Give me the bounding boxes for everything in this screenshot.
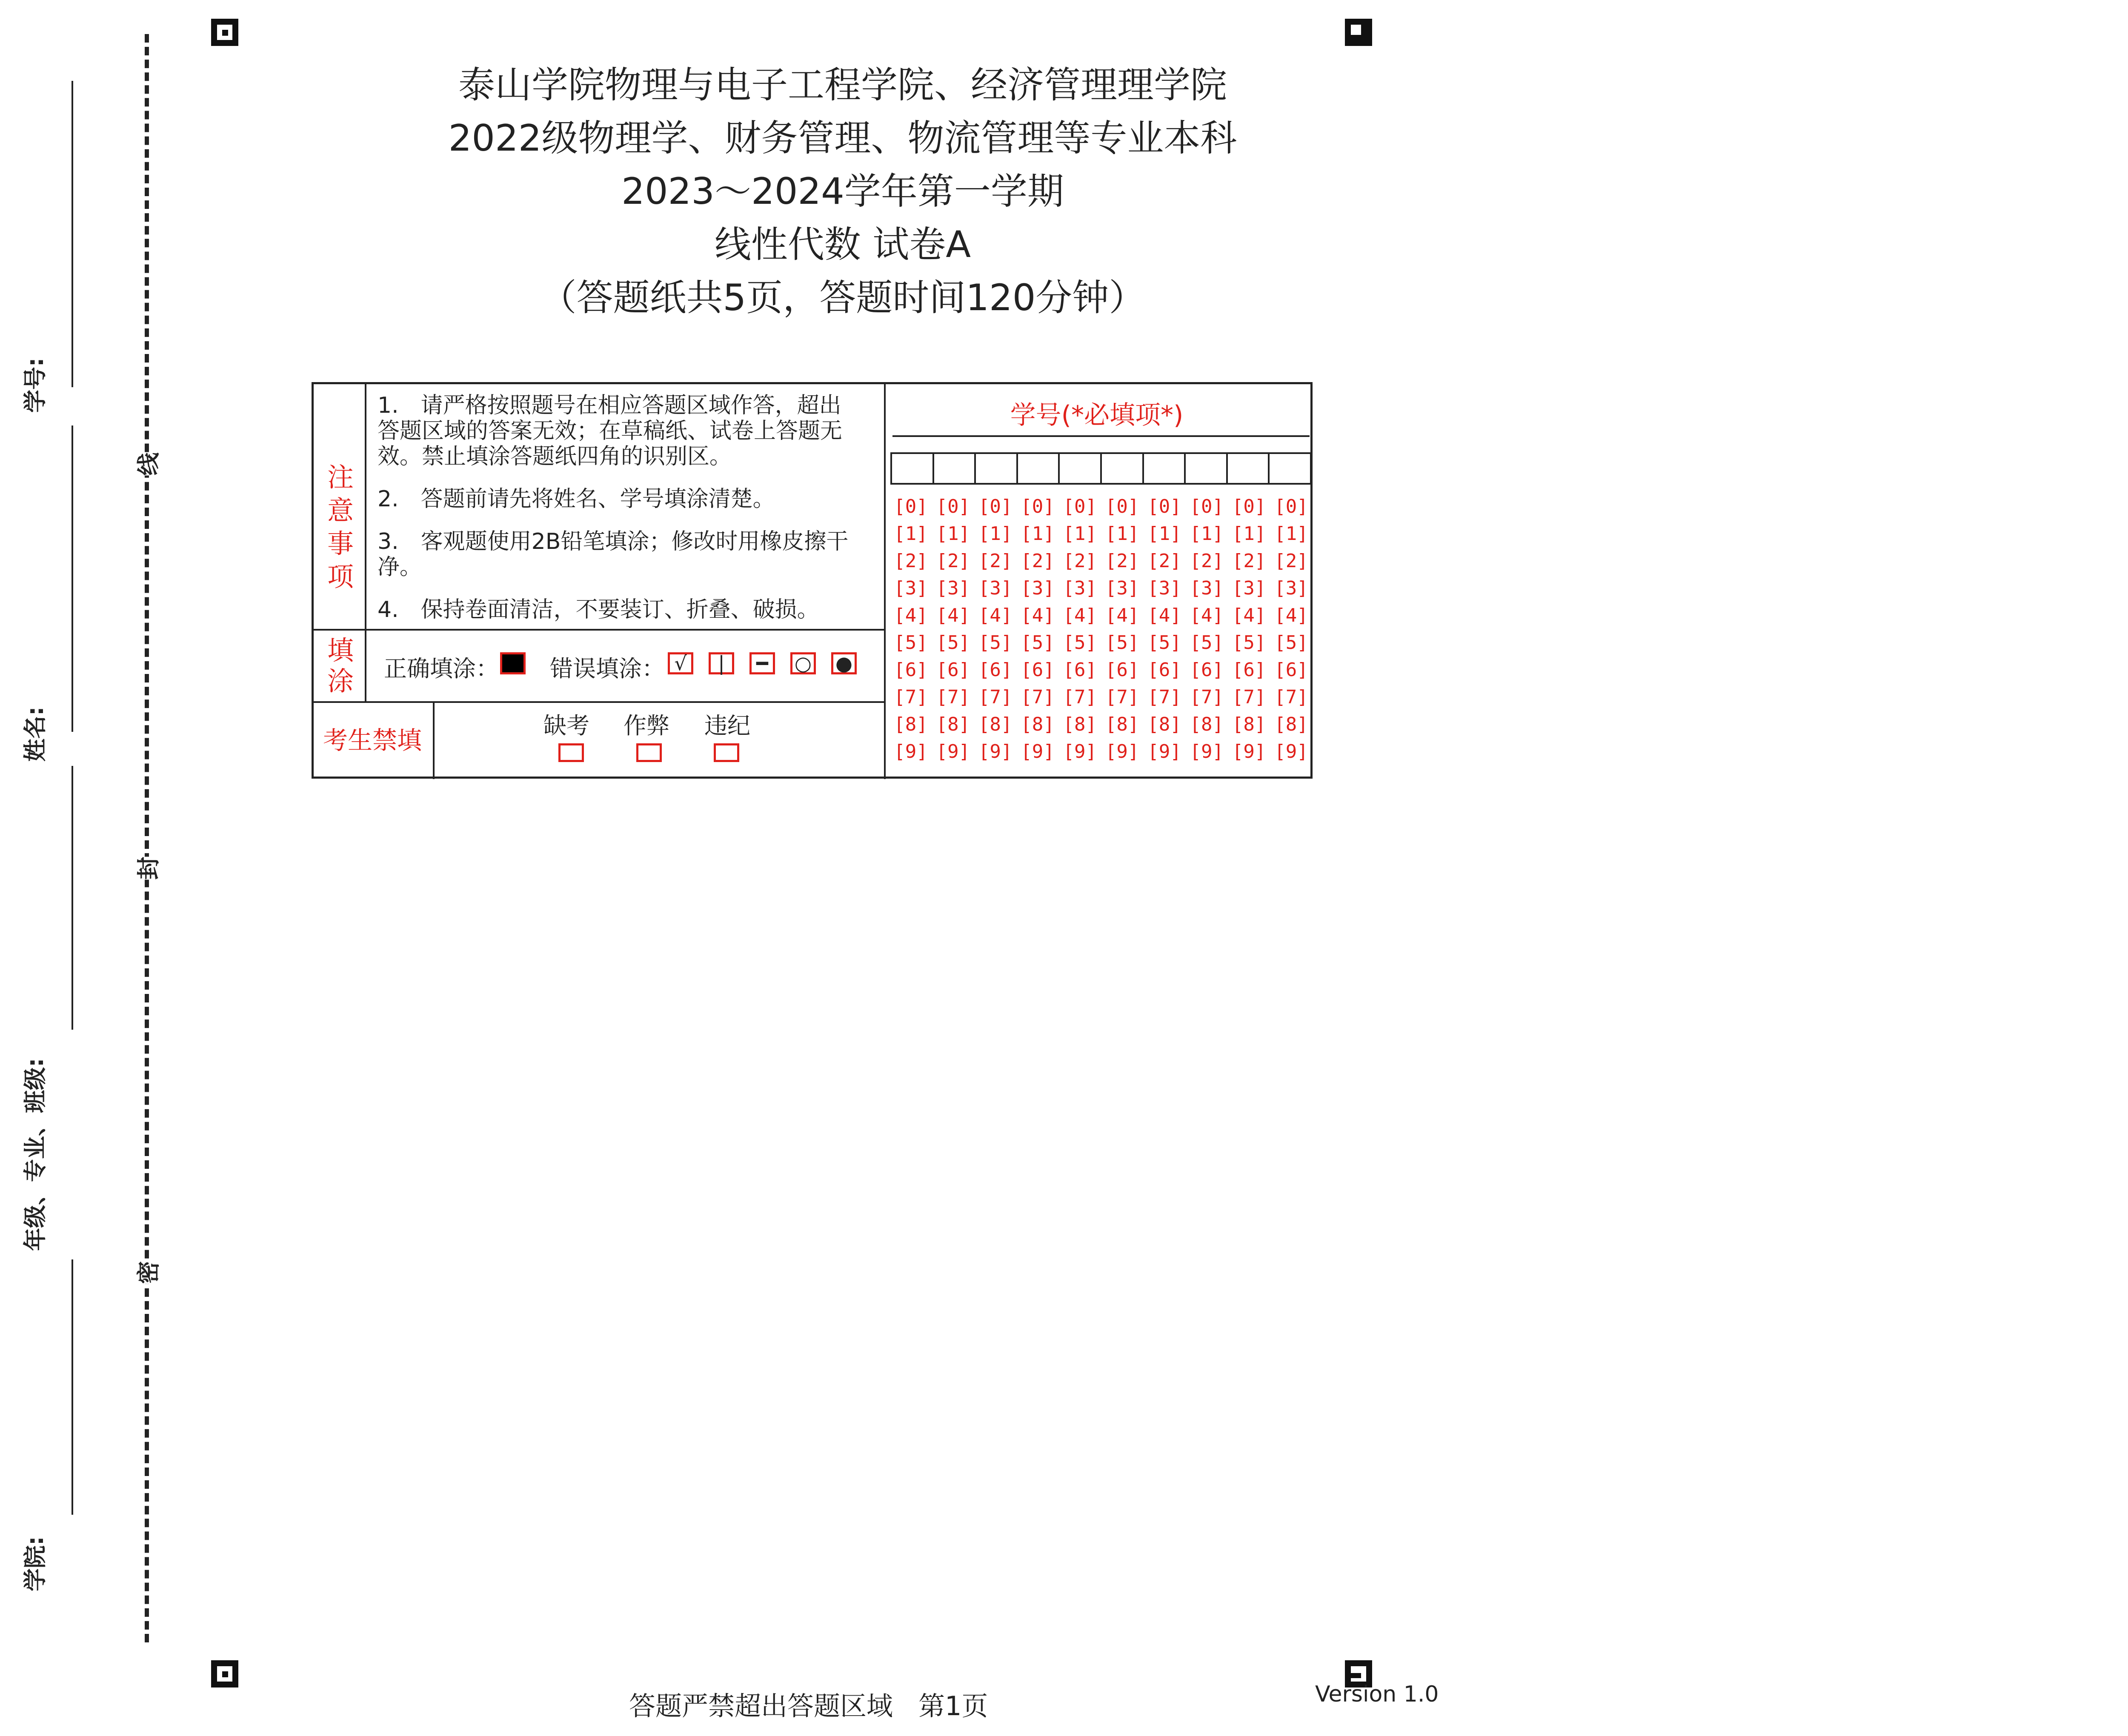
digit-bubble[interactable]: [7] — [1105, 686, 1139, 708]
student-id-cell[interactable] — [1058, 452, 1102, 485]
digit-bubble[interactable]: [8] — [1274, 714, 1308, 735]
digit-bubble[interactable]: [5] — [1274, 632, 1308, 654]
digit-bubble[interactable]: [0] — [1063, 496, 1097, 517]
digit-bubble[interactable]: [8] — [1190, 714, 1224, 735]
header-line-4: 线性代数 试卷A — [714, 223, 971, 266]
student-id-line[interactable] — [72, 81, 73, 387]
student-id-cell[interactable] — [1100, 452, 1144, 485]
correct-fill-sample — [500, 652, 526, 674]
exam-flags-heading: 考生禁填 — [323, 726, 422, 755]
digit-bubble[interactable]: [5] — [1190, 632, 1224, 654]
digit-bubble[interactable]: [4] — [1190, 605, 1224, 626]
wrong-fill-label: 错误填涂： — [550, 655, 665, 682]
digit-bubble[interactable]: [7] — [1021, 686, 1055, 708]
binding-char-feng: 封 — [126, 857, 169, 880]
digit-bubble[interactable]: [1] — [978, 523, 1013, 545]
correct-fill-label: 正确填涂： — [384, 655, 499, 682]
digit-bubble[interactable]: [9] — [1063, 741, 1097, 762]
college-label: 学院: — [22, 1536, 49, 1591]
digit-bubble[interactable]: [5] — [936, 632, 970, 654]
digit-bubble[interactable]: [7] — [1147, 686, 1181, 708]
digit-bubble[interactable]: [2] — [894, 550, 928, 572]
digit-bubble[interactable]: [9] — [1190, 741, 1224, 762]
header-line-5: （答题纸共5页，答题时间120分钟） — [540, 277, 1146, 319]
digit-bubble[interactable]: [7] — [1274, 686, 1308, 708]
flag-absent-label: 缺考 — [543, 712, 589, 739]
digit-bubble[interactable]: [9] — [978, 741, 1013, 762]
student-id-label: 学号: — [22, 357, 49, 413]
student-id-cell[interactable] — [974, 452, 1018, 485]
wrong-fill-sample-check — [668, 652, 693, 674]
notice-item-1: 1. 请严格按照题号在相应答题区域作答，超出答题区域的答案无效；在草稿纸、试卷上答题无效。禁止填涂答题纸四角的识别区。 — [378, 393, 843, 469]
digit-bubble[interactable]: [4] — [1105, 605, 1139, 626]
digit-bubble[interactable]: [0] — [936, 496, 970, 517]
digit-row — [890, 496, 1312, 523]
digit-bubble[interactable]: [3] — [1147, 577, 1181, 599]
digit-bubble[interactable]: [6] — [1021, 659, 1055, 681]
digit-bubble[interactable]: [1] — [936, 523, 970, 545]
student-id-cell[interactable] — [1184, 452, 1228, 485]
student-id-digit-grid — [890, 496, 1312, 768]
digit-bubble[interactable]: [2] — [1232, 550, 1266, 572]
digit-bubble[interactable]: [2] — [1274, 550, 1308, 572]
digit-bubble[interactable]: [5] — [1021, 632, 1055, 654]
check-glyph: √ — [674, 652, 687, 675]
digit-bubble[interactable]: [9] — [1232, 741, 1266, 762]
digit-bubble[interactable]: [5] — [1232, 632, 1266, 654]
recognition-marker-top-left — [211, 19, 238, 46]
bar-glyph: | — [718, 652, 725, 675]
dash-glyph: ━ — [756, 652, 768, 675]
digit-bubble[interactable]: [6] — [894, 659, 928, 681]
digit-bubble[interactable]: [2] — [1063, 550, 1097, 572]
digit-bubble[interactable]: [8] — [894, 714, 928, 735]
digit-row — [890, 659, 1312, 686]
digit-bubble[interactable]: [6] — [1105, 659, 1139, 681]
digit-bubble[interactable]: [3] — [1063, 577, 1097, 599]
digit-bubble[interactable]: [3] — [1274, 577, 1308, 599]
student-id-cell[interactable] — [1016, 452, 1060, 485]
binding-char-mi: 密 — [126, 1261, 169, 1284]
flag-violation-box[interactable] — [714, 743, 739, 762]
digit-row — [890, 550, 1312, 577]
digit-bubble[interactable]: [1] — [1232, 523, 1266, 545]
digit-bubble[interactable]: [8] — [1105, 714, 1139, 735]
footer-version: Version 1.0 — [1315, 1682, 1439, 1707]
digit-bubble[interactable]: [1] — [1063, 523, 1097, 545]
digit-row — [890, 741, 1312, 768]
digit-bubble[interactable]: [3] — [894, 577, 928, 599]
digit-bubble[interactable]: [6] — [1063, 659, 1097, 681]
notice-item-4: 4. 保持卷面清洁，不要装订、折叠、破损。 — [378, 597, 819, 622]
digit-row — [890, 714, 1312, 741]
digit-bubble[interactable]: [9] — [894, 741, 928, 762]
digit-bubble[interactable]: [3] — [1105, 577, 1139, 599]
digit-bubble[interactable]: [8] — [978, 714, 1013, 735]
name-label: 姓名: — [22, 706, 49, 762]
digit-row — [890, 523, 1312, 550]
digit-bubble[interactable]: [1] — [894, 523, 928, 545]
digit-bubble[interactable]: [0] — [1190, 496, 1224, 517]
fill-heading: 填涂 — [327, 635, 354, 697]
flag-absent-box[interactable] — [558, 743, 584, 762]
binding-dashed-line — [145, 34, 149, 1642]
digit-bubble[interactable]: [2] — [1190, 550, 1224, 572]
answer-sheet-info-box — [312, 382, 1313, 779]
digit-bubble[interactable]: [7] — [1232, 686, 1266, 708]
digit-row — [890, 577, 1312, 605]
digit-bubble[interactable]: [3] — [978, 577, 1013, 599]
digit-bubble[interactable]: [2] — [978, 550, 1013, 572]
class-label: 年级、专业、班级: — [22, 1058, 49, 1251]
digit-bubble[interactable]: [5] — [978, 632, 1013, 654]
digit-bubble[interactable]: [7] — [1190, 686, 1224, 708]
notice-item-2: 2. 答题前请先将姓名、学号填涂清楚。 — [378, 486, 775, 512]
wrong-fill-sample-dot — [831, 652, 857, 674]
digit-bubble[interactable]: [0] — [1021, 496, 1055, 517]
digit-bubble[interactable]: [3] — [1232, 577, 1266, 599]
flag-violation-label: 违纪 — [704, 712, 750, 739]
digit-bubble[interactable]: [8] — [1232, 714, 1266, 735]
digit-bubble[interactable]: [4] — [1147, 605, 1181, 626]
student-id-title: 学号(*必填项*) — [1010, 400, 1184, 430]
header-line-2: 2022级物理学、财务管理、物流管理等专业本科 — [448, 117, 1237, 160]
digit-bubble[interactable]: [1] — [1190, 523, 1224, 545]
notice-heading: 注意事项 — [327, 462, 354, 592]
digit-bubble[interactable]: [0] — [1274, 496, 1308, 517]
student-id-cell[interactable] — [932, 452, 976, 485]
digit-bubble[interactable]: [9] — [1147, 741, 1181, 762]
wrong-fill-sample-circle — [790, 652, 816, 674]
digit-bubble[interactable]: [9] — [1021, 741, 1055, 762]
digit-bubble[interactable]: [9] — [1274, 741, 1308, 762]
notice-item-3: 3. 客观题使用2B铅笔填涂；修改时用橡皮擦干净。 — [378, 529, 849, 580]
student-id-cell[interactable] — [890, 452, 934, 485]
digit-bubble[interactable]: [8] — [1063, 714, 1097, 735]
digit-bubble[interactable]: [0] — [1147, 496, 1181, 517]
student-id-cell[interactable] — [1268, 452, 1312, 485]
digit-bubble[interactable]: [1] — [1105, 523, 1139, 545]
student-id-cell[interactable] — [1142, 452, 1186, 485]
digit-bubble[interactable]: [9] — [936, 741, 970, 762]
binding-char-xian: 线 — [126, 453, 169, 476]
digit-bubble[interactable]: [8] — [1147, 714, 1181, 735]
digit-bubble[interactable]: [1] — [1147, 523, 1181, 545]
class-line[interactable] — [72, 766, 73, 1030]
digit-bubble[interactable]: [5] — [1063, 632, 1097, 654]
digit-bubble[interactable]: [8] — [1021, 714, 1055, 735]
digit-bubble[interactable]: [4] — [1232, 605, 1266, 626]
digit-row — [890, 686, 1312, 714]
digit-bubble[interactable]: [6] — [936, 659, 970, 681]
circle-glyph: ○ — [794, 652, 812, 675]
flag-cheat-label: 作弊 — [624, 712, 669, 739]
college-line[interactable] — [72, 1259, 73, 1515]
digit-bubble[interactable]: [3] — [1190, 577, 1224, 599]
student-id-cell[interactable] — [1226, 452, 1270, 485]
digit-bubble[interactable]: [6] — [1274, 659, 1308, 681]
digit-bubble[interactable]: [6] — [978, 659, 1013, 681]
digit-bubble[interactable]: [1] — [1021, 523, 1055, 545]
digit-bubble[interactable]: [5] — [1105, 632, 1139, 654]
digit-bubble[interactable]: [9] — [1105, 741, 1139, 762]
digit-bubble[interactable]: [3] — [1021, 577, 1055, 599]
dot-glyph: ● — [835, 652, 853, 675]
digit-bubble[interactable]: [5] — [1147, 632, 1181, 654]
digit-bubble[interactable]: [7] — [978, 686, 1013, 708]
wrong-fill-sample-bar — [709, 652, 734, 674]
digit-bubble[interactable]: [4] — [936, 605, 970, 626]
digit-row — [890, 632, 1312, 659]
digit-row — [890, 605, 1312, 632]
digit-bubble[interactable]: [7] — [936, 686, 970, 708]
digit-bubble[interactable]: [7] — [1063, 686, 1097, 708]
digit-bubble[interactable]: [0] — [894, 496, 928, 517]
digit-bubble[interactable]: [0] — [1232, 496, 1266, 517]
digit-bubble[interactable]: [4] — [978, 605, 1013, 626]
footer-note: 答题严禁超出答题区域 — [629, 1690, 893, 1722]
digit-bubble[interactable]: [5] — [894, 632, 928, 654]
digit-bubble[interactable]: [0] — [978, 496, 1013, 517]
digit-bubble[interactable]: [2] — [1021, 550, 1055, 572]
flag-cheat-box[interactable] — [636, 743, 662, 762]
header-line-3: 2023～2024学年第一学期 — [621, 170, 1064, 213]
digit-bubble[interactable]: [4] — [1021, 605, 1055, 626]
wrong-fill-sample-dash — [749, 652, 775, 674]
recognition-marker-top-center — [1345, 19, 1372, 46]
digit-bubble[interactable]: [1] — [1274, 523, 1308, 545]
digit-bubble[interactable]: [2] — [1147, 550, 1181, 572]
digit-bubble[interactable]: [4] — [894, 605, 928, 626]
digit-bubble[interactable]: [7] — [894, 686, 928, 708]
digit-bubble[interactable]: [6] — [1232, 659, 1266, 681]
digit-bubble[interactable]: [3] — [936, 577, 970, 599]
digit-bubble[interactable]: [2] — [1105, 550, 1139, 572]
digit-bubble[interactable]: [8] — [936, 714, 970, 735]
digit-bubble[interactable]: [0] — [1105, 496, 1139, 517]
recognition-marker-bottom-left — [211, 1660, 238, 1687]
digit-bubble[interactable]: [6] — [1190, 659, 1224, 681]
digit-bubble[interactable]: [4] — [1274, 605, 1308, 626]
header-line-1: 泰山学院物理与电子工程学院、经济管理理学院 — [458, 64, 1227, 106]
digit-bubble[interactable]: [4] — [1063, 605, 1097, 626]
name-line[interactable] — [72, 425, 73, 732]
digit-bubble[interactable]: [6] — [1147, 659, 1181, 681]
student-id-input-row — [890, 452, 1312, 485]
footer-page: 第1页 — [918, 1690, 988, 1722]
digit-bubble[interactable]: [2] — [936, 550, 970, 572]
